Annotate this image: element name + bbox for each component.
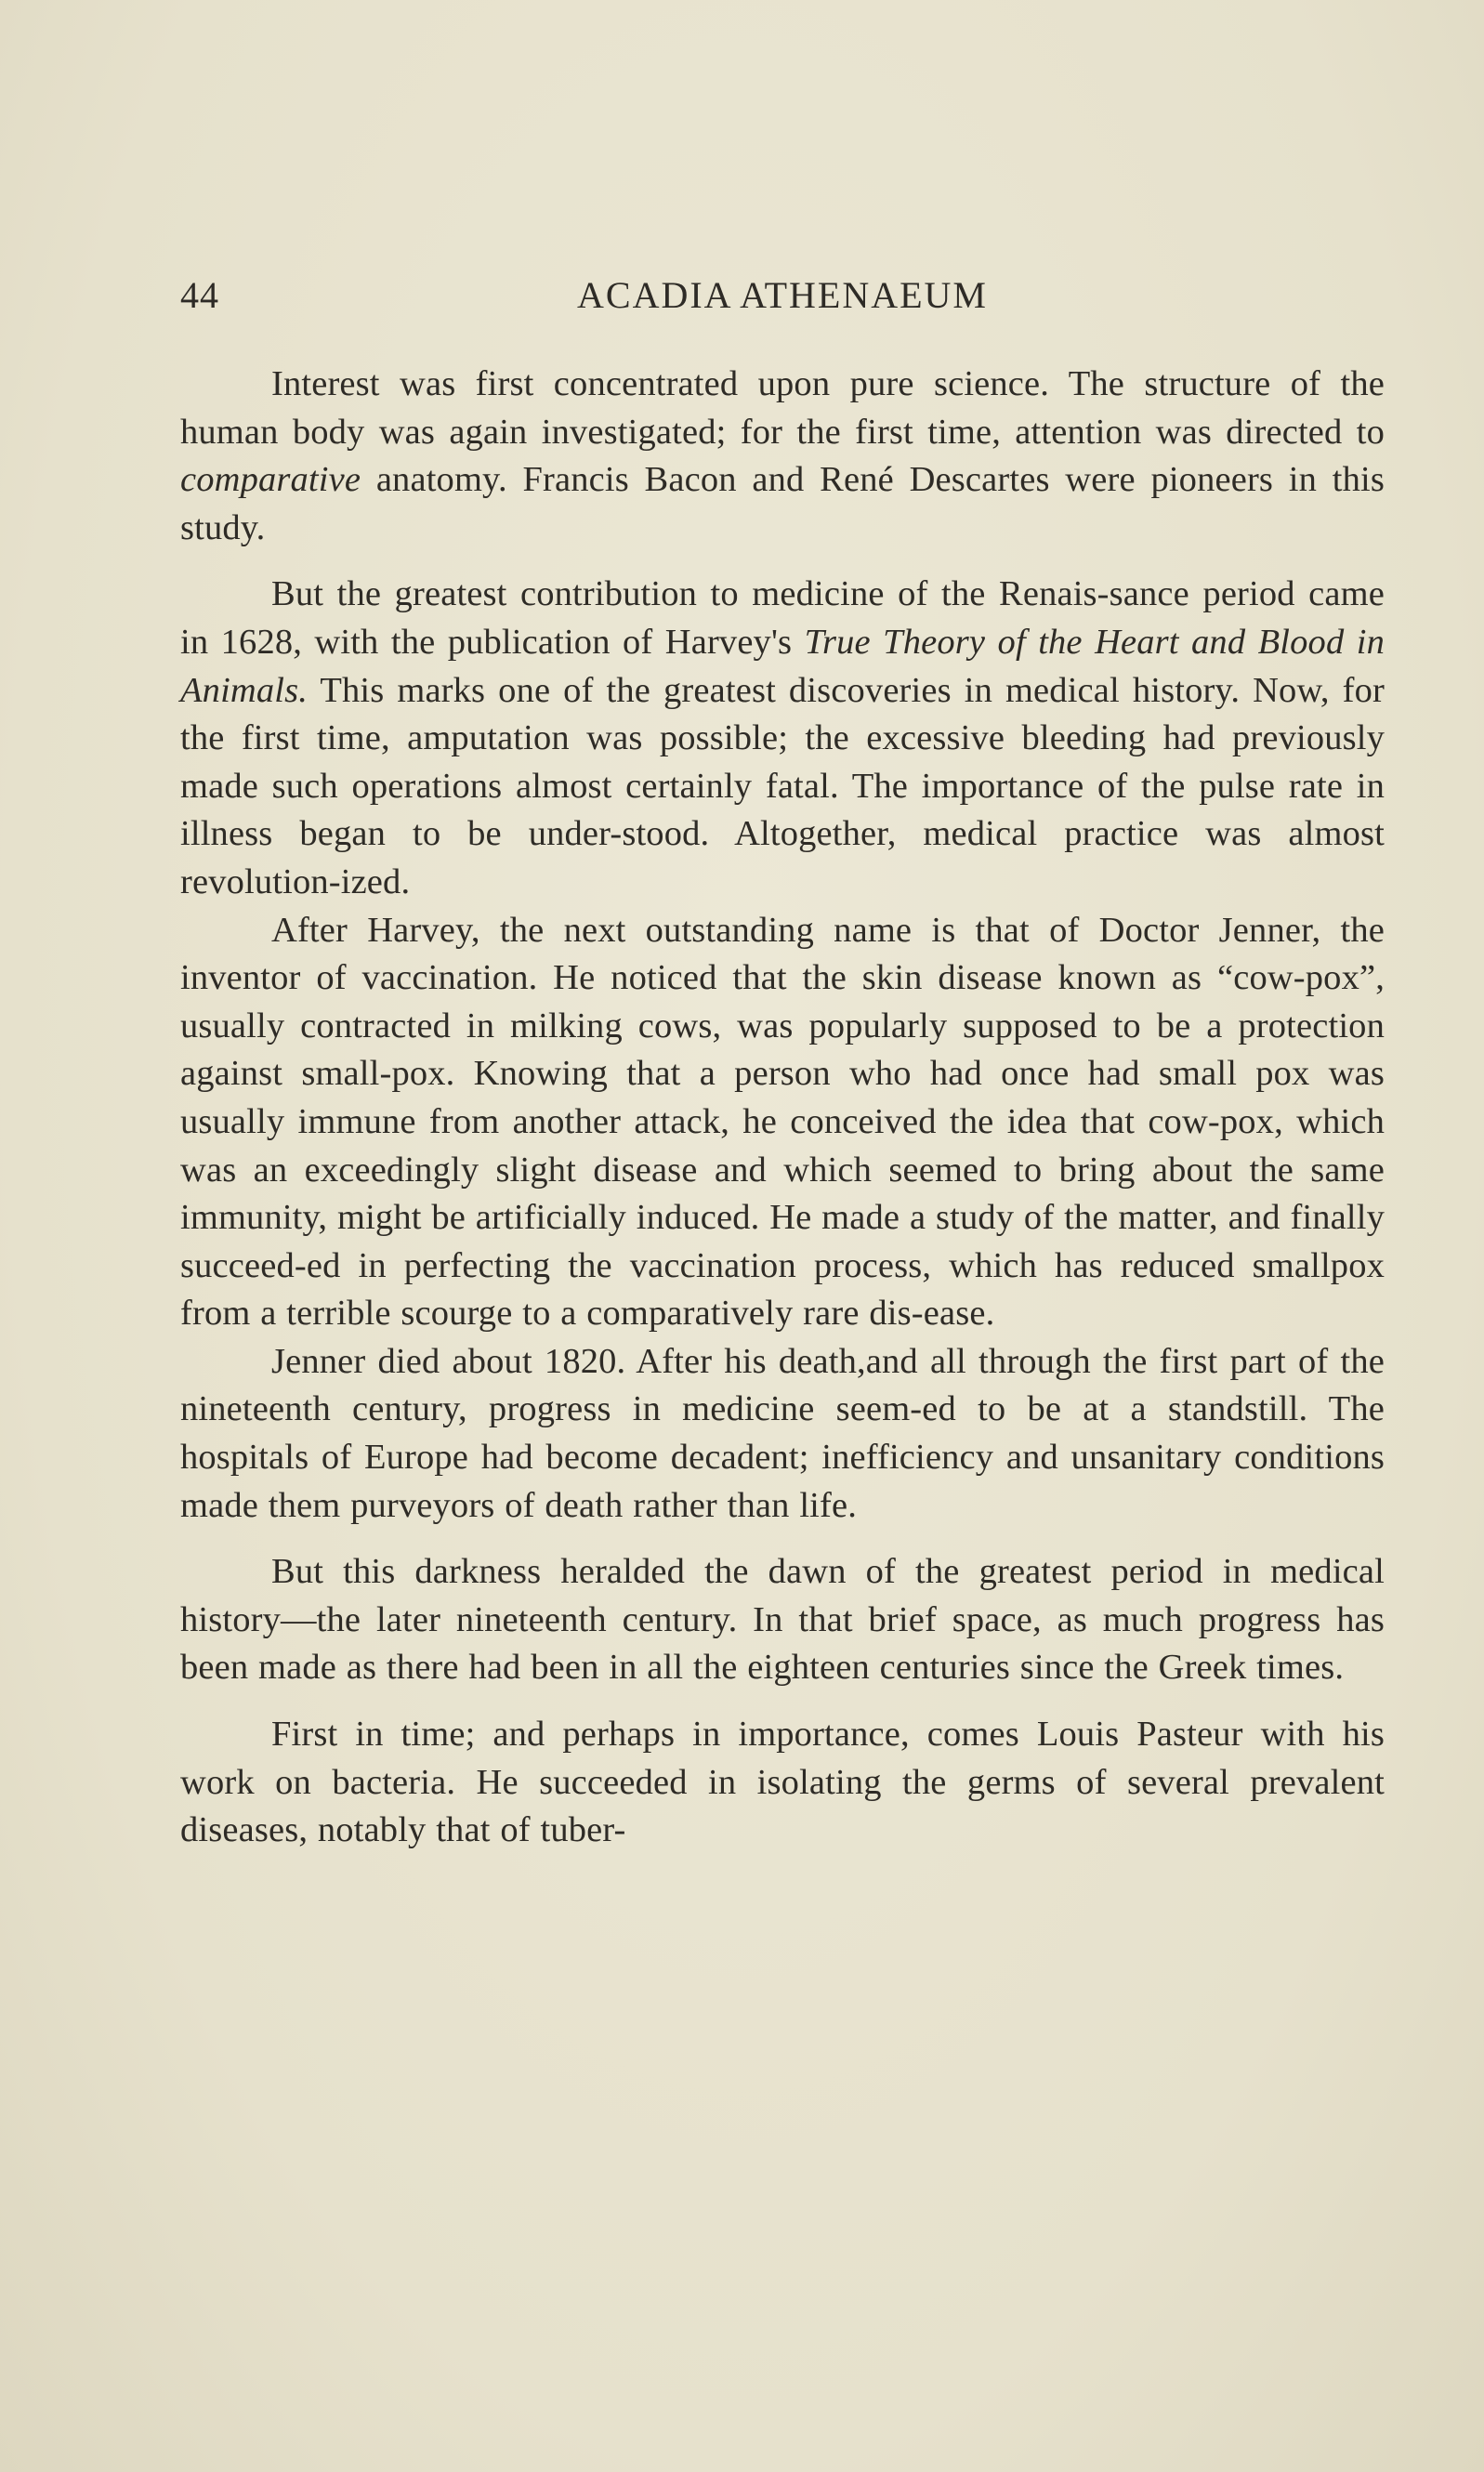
paragraph-1 <box>180 361 1385 552</box>
journal-title: ACADIA ATHENAEUM <box>577 274 988 316</box>
italic-book-title: True Theory of the Heart and Blood in Animals. <box>180 622 1385 710</box>
paragraph-6: First in time; and perhaps in importance, comes Louis Pasteur with his work on bacteria. He succeeded in isolating the germs of several prevalent diseases, notably that of tuber- <box>180 1715 1385 1850</box>
page-number: 44 <box>180 274 219 316</box>
paragraph-5: But this darkness heralded the dawn of the greatest period in medical history—the later nineteenth century. In that brief space, as much progress has been made as there had been in all the eighteen centuries since the Greek times. <box>180 1552 1385 1688</box>
page-text-block <box>180 268 1385 1855</box>
paragraph-1-text-c: anatomy. Francis Bacon and René Descartes were pioneers in this study. <box>180 460 1385 547</box>
article-body <box>180 361 1385 1855</box>
paragraph-3: After Harvey, the next outstanding name is that of Doctor Jenner, the inventor of vaccination. He noticed that the skin disease known as “cow-pox”, usually contracted in milking cows, was popularly supposed to be a protection against small-pox. Knowing that a person who had once had small pox was usually immune from another attack, he conceived the idea that cow-pox, which was an exceedingly slight disease and which seemed to bring about the same immunity, might be artificially induced. He made a study of the matter, and finally succeed-ed in perfecting the vaccination process, which has reduced smallpox from a terrible scourge to a comparatively rare dis-ease. <box>180 910 1385 1334</box>
italic-comparative: comparative <box>180 460 361 500</box>
paragraph-2-text-c: This marks one of the greatest discoveries in medical history. Now, for the first time, amputation was possible; the excessive bleeding had previously made such operations almost certainly fatal. The importance of the pulse rate in illness began to be under-stood. Altogether, medical practice was almost revolution-ized. <box>180 670 1385 901</box>
paragraph-1-text-a: Interest was first concentrated upon pure science. The structure of the human body was again investigated; for the first time, attention was directed to <box>180 364 1385 452</box>
running-head <box>180 268 1385 323</box>
paragraph-2-text-a: But the greatest contribution to medicine of the Renais-sance period came in 1628, with the publication of Harvey's <box>180 574 1385 662</box>
paragraph-4: Jenner died about 1820. After his death,and all through the first part of the nineteenth century, progress in medicine seem-ed to be at a standstill. The hospitals of Europe had become decadent; inefficiency and unsanitary conditions made them purveyors of death rather than life. <box>180 1341 1385 1525</box>
paragraph-2 <box>180 571 1385 906</box>
